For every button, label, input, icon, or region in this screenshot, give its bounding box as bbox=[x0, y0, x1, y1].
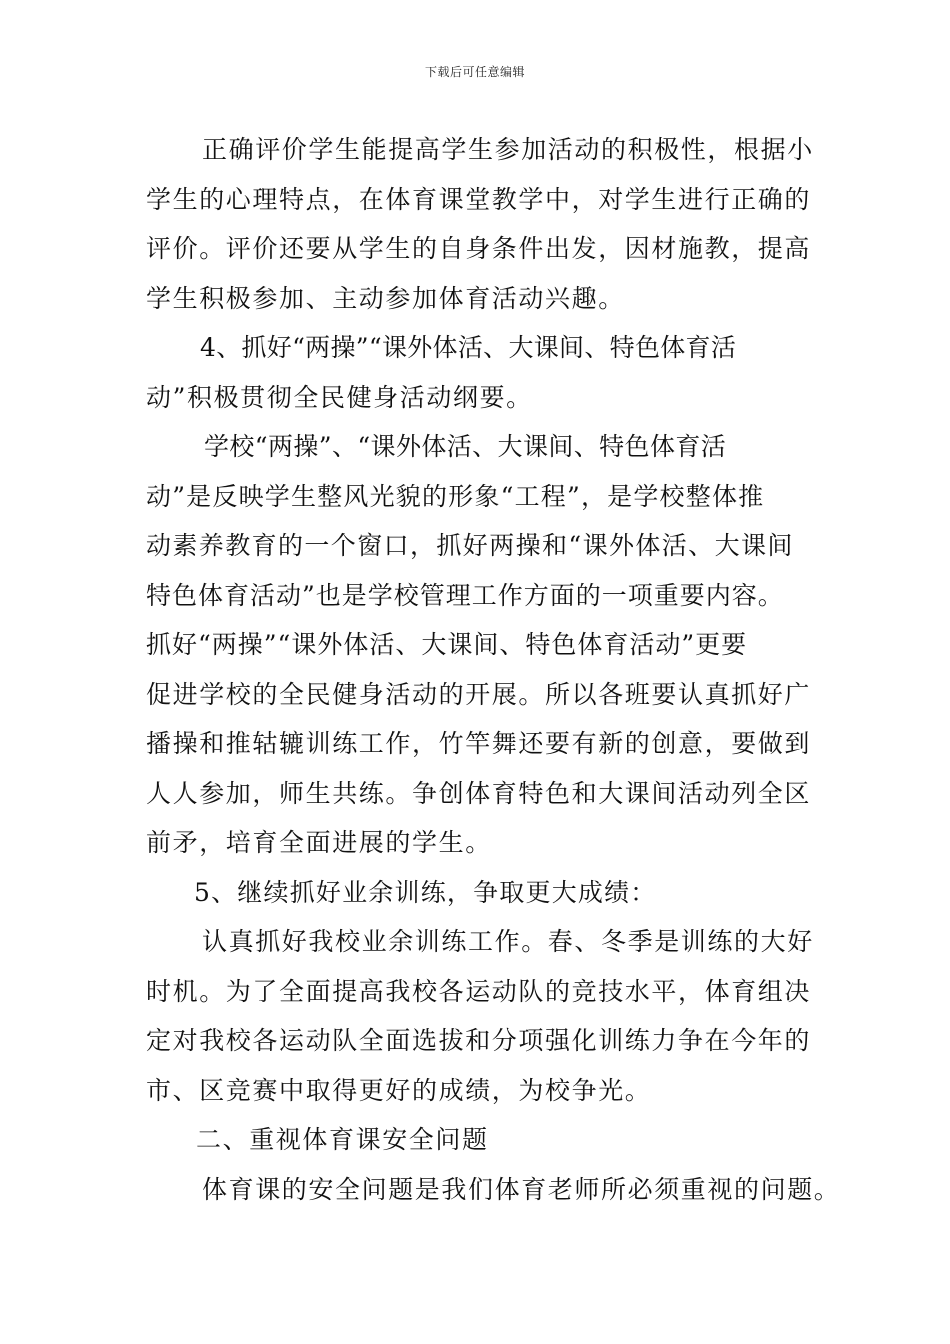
body-text-line: 正确评价学生能提高学生参加活动的积极性，根据小 bbox=[202, 135, 814, 164]
body-text-line: 动”积极贯彻全民健身活动纲要。 bbox=[146, 382, 533, 412]
body-text-line: 动素养教育的一个窗口，抓好两操和“课外体活、大课间 bbox=[146, 531, 794, 560]
body-text-line: 人人参加，师生共练。争创体育特色和大课间活动列全区 bbox=[146, 778, 812, 808]
body-text-line: 抓好“两操”“课外体活、大课间、特色体育活动”更要 bbox=[146, 630, 748, 659]
body-text-line: 认真抓好我校业余训练工作。春、冬季是训练的大好 bbox=[202, 927, 814, 956]
page-header: 下载后可任意编辑 bbox=[424, 65, 525, 79]
body-text-line: 动”是反映学生整风光貌的形象“工程”，是学校整体推 bbox=[146, 481, 765, 511]
body-text-line: 前矛，培育全面进展的学生。 bbox=[146, 828, 492, 857]
body-text-line: 时机。为了全面提高我校各运动队的竞技水平，体育组决 bbox=[146, 976, 812, 1006]
document-body bbox=[146, 125, 841, 1214]
body-text-line: 二、重视体育课安全问题 bbox=[196, 1125, 489, 1154]
body-text-line: 体育课的安全问题是我们体育老师所必须重视的问题。 bbox=[202, 1174, 841, 1204]
body-text-line: 学生积极参加、主动参加体育活动兴趣。 bbox=[146, 283, 625, 313]
body-text-line: 特色体育活动”也是学校管理工作方面的一项重要内容。 bbox=[146, 580, 784, 610]
body-text-line: 促进学校的全民健身活动的开展。所以各班要认真抓好广 bbox=[146, 679, 812, 709]
body-text-line: 市、区竞赛中取得更好的成绩，为校争光。 bbox=[146, 1075, 652, 1105]
body-text-line: 5、继续抓好业余训练，争取更大成绩： bbox=[194, 877, 657, 907]
body-text-line: 播操和推轱辘训练工作，竹竿舞还要有新的创意，要做到 bbox=[146, 729, 812, 758]
body-text-line: 定对我校各运动队全面选拔和分项强化训练力争在今年的 bbox=[146, 1026, 812, 1055]
body-text-line: 4、抓好“两操”“课外体活、大课间、特色体育活 bbox=[200, 333, 737, 362]
body-text-line: 学生的心理特点，在体育课堂教学中，对学生进行正确的 bbox=[146, 184, 812, 214]
body-text-line: 学校“两操”、“课外体活、大课间、特色体育活 bbox=[204, 432, 727, 461]
body-text-line: 评价。评价还要从学生的自身条件出发，因材施教，提高 bbox=[146, 234, 812, 263]
